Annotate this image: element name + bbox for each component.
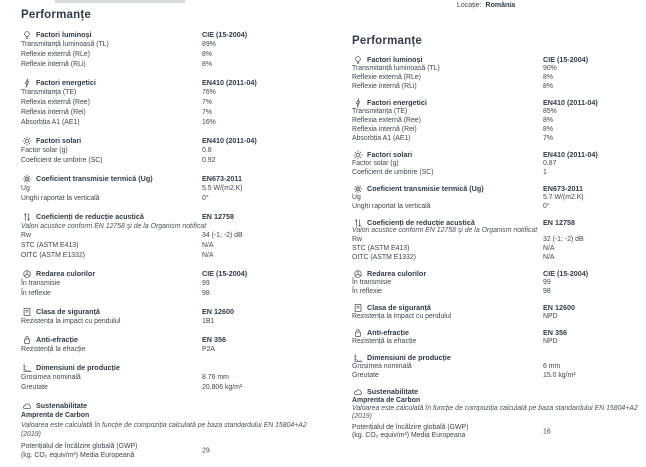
spec-label: Ug xyxy=(21,185,30,192)
spec-row xyxy=(21,98,326,108)
spec-value: 1B1 xyxy=(202,318,215,325)
spec-section xyxy=(352,328,646,346)
spec-row xyxy=(21,146,326,156)
spec-row xyxy=(352,159,646,168)
spec-row xyxy=(352,82,646,91)
gwp-row xyxy=(352,424,646,440)
standard-ref: EN410 (2011-04) xyxy=(202,136,257,145)
spec-section xyxy=(352,184,646,211)
gwp-label: Potențialul de încălzire globală (GWP) xyxy=(352,424,469,431)
spec-row xyxy=(352,134,646,143)
section-header xyxy=(352,218,646,227)
spec-value: 99 xyxy=(543,279,551,286)
spec-section xyxy=(21,269,326,299)
location-label: Locație: xyxy=(457,2,482,9)
spec-value: 8% xyxy=(543,83,553,90)
section-title: Factori luminoși xyxy=(36,30,92,39)
spec-label: În reflexie xyxy=(21,290,51,297)
spec-label: Reflexie externă (RLe) xyxy=(21,51,90,58)
section-header xyxy=(352,55,646,64)
spec-label: Transmitanță luminoasă (TL) xyxy=(21,41,109,48)
spec-section xyxy=(352,218,646,262)
spec-label: Rezistență la efracție xyxy=(352,338,417,345)
spec-row xyxy=(21,118,326,128)
bulb-icon xyxy=(22,30,32,40)
spec-row xyxy=(352,116,646,125)
spec-row xyxy=(352,125,646,134)
spec-row xyxy=(21,373,326,383)
datasheet-page-right xyxy=(352,34,646,440)
section-title: Redarea culorilor xyxy=(36,269,96,278)
section-header xyxy=(352,303,646,312)
spec-row xyxy=(352,278,646,287)
spec-row xyxy=(352,362,646,371)
spec-row xyxy=(21,383,326,393)
spec-section xyxy=(21,401,326,460)
spec-label: În reflexie xyxy=(352,288,382,295)
spec-value: N/A xyxy=(543,254,555,261)
spec-row xyxy=(21,251,326,261)
gwp-unit-label: (kg. CO₂ equiv/m²) Media Europeana xyxy=(352,432,466,439)
gwp-label: Potențialul de încălzire globală (GWP) xyxy=(21,443,138,450)
spec-value: 32 (-1; -2) dB xyxy=(543,236,584,243)
spec-row xyxy=(352,168,646,177)
section-title: Coeficient transmisie termică (Ug) xyxy=(367,184,484,193)
standard-ref: EN 356 xyxy=(543,328,567,337)
section-header xyxy=(21,136,326,146)
section-title: Sustenabilitate xyxy=(367,387,419,396)
lock-icon xyxy=(22,335,32,345)
spec-row xyxy=(352,244,646,253)
spec-section xyxy=(21,212,326,261)
spec-row xyxy=(21,241,326,251)
spec-label: Grosimea nominală xyxy=(352,363,412,370)
section-header xyxy=(21,363,326,373)
spec-value: 34 (-1; -2) dB xyxy=(202,232,243,239)
gwp-value: 16 xyxy=(543,428,551,436)
spec-value: NPD xyxy=(543,338,558,345)
performance-title: Performanțe xyxy=(352,35,422,47)
section-header xyxy=(352,269,646,278)
spec-row xyxy=(21,279,326,289)
spec-row xyxy=(21,40,326,50)
spec-label: Coeficient de umbrire (SC) xyxy=(21,157,103,164)
section-header xyxy=(352,150,646,159)
thermal-icon xyxy=(22,174,32,184)
section-header xyxy=(352,328,646,337)
spec-section xyxy=(352,353,646,380)
spec-section xyxy=(21,335,326,355)
spec-row xyxy=(21,231,326,241)
spec-value: 0° xyxy=(202,195,209,202)
spec-value: 8% xyxy=(202,51,212,58)
spec-label: OITC (ASTM E1332) xyxy=(21,252,85,259)
spec-label: Reflexia internă (Rei) xyxy=(352,126,417,133)
spec-label: Rw xyxy=(21,232,31,239)
spec-label: Grosimea nominală xyxy=(21,374,81,381)
section-title: Clasa de siguranță xyxy=(367,303,431,312)
spec-value: 8% xyxy=(543,126,553,133)
spec-label: În transmisie xyxy=(21,280,61,287)
spec-value: 99 xyxy=(202,280,210,287)
ruler-icon xyxy=(22,363,32,373)
section-title: Clasa de siguranță xyxy=(36,307,100,316)
spec-row xyxy=(21,184,326,194)
spec-section xyxy=(352,269,646,296)
spec-value: 7% xyxy=(202,109,212,116)
section-title: Factori solari xyxy=(367,150,413,159)
spec-row xyxy=(352,193,646,202)
spec-row xyxy=(352,287,646,296)
section-title: Anti-efracție xyxy=(36,335,78,344)
spec-label: Transmitanța (TE) xyxy=(352,108,408,115)
section-title: Anti-efracție xyxy=(367,328,409,337)
spec-section xyxy=(352,387,646,440)
standard-ref: EN410 (2011-04) xyxy=(543,98,598,107)
spec-section xyxy=(21,30,326,70)
spec-value: 8% xyxy=(543,74,553,81)
section-note: Valoarea este calculată în funcție de compoziția calculată pe baza standardului EN 15804+A2 (2019) xyxy=(352,405,638,420)
spec-label: Absorbția A1 (AE1) xyxy=(21,119,80,126)
spec-value: 5.5 W/(m2.K) xyxy=(202,185,243,192)
gwp-row xyxy=(21,442,326,460)
spec-section xyxy=(352,55,646,91)
spec-value: 0.87 xyxy=(543,160,557,167)
standard-ref: EN 12600 xyxy=(202,307,234,316)
spec-value: 76% xyxy=(202,89,216,96)
spec-label: Unghi raportat la verticală xyxy=(21,195,100,202)
section-header xyxy=(21,307,326,317)
section-header xyxy=(21,174,326,184)
section-title: Dimensiuni de producție xyxy=(36,363,120,372)
section-title: Coeficienți de reducție acustică xyxy=(367,218,475,227)
spec-label: Ug xyxy=(352,194,361,201)
spec-section xyxy=(21,174,326,204)
spec-section xyxy=(352,303,646,321)
section-title: Coeficienți de reducție acustică xyxy=(36,212,144,221)
section-header xyxy=(352,98,646,107)
safety-class-icon xyxy=(22,307,32,317)
spec-row xyxy=(21,317,326,327)
spec-label: Reflexia externă (Ree) xyxy=(21,99,90,106)
spec-row xyxy=(21,345,326,355)
datasheet-page-left xyxy=(21,8,326,460)
spec-label: În transmisie xyxy=(352,279,392,286)
section-header xyxy=(21,401,326,411)
standard-ref: CIE (15-2004) xyxy=(543,269,589,278)
spec-value: 0.92 xyxy=(202,157,216,164)
standard-ref: CIE (15-2004) xyxy=(202,30,248,39)
spec-section xyxy=(21,363,326,393)
spec-value: NPD xyxy=(543,313,558,320)
section-title: Coeficient transmisie termică (Ug) xyxy=(36,174,153,183)
spec-row xyxy=(352,312,646,321)
spec-row xyxy=(352,371,646,380)
spec-row xyxy=(21,50,326,60)
location-line xyxy=(457,1,515,10)
spec-value: N/A xyxy=(543,245,555,252)
spec-label: Transmitanță luminoasă (TL) xyxy=(352,65,440,72)
spec-label: Rw xyxy=(352,236,362,243)
section-title: Factori solari xyxy=(36,136,82,145)
spec-label: Reflexie internă (RLi) xyxy=(21,61,86,68)
spec-label: Rezistența la impact cu pendulul xyxy=(21,318,121,325)
standard-ref: EN 356 xyxy=(202,335,226,344)
spec-row xyxy=(352,107,646,116)
spec-value: 0° xyxy=(543,203,550,210)
cloud-icon xyxy=(353,387,363,397)
section-note: Valoarea este calculată în funcție de compoziția calculată pe baza standardului EN 15804+A2 (2019) xyxy=(21,422,307,438)
standard-ref: EN673-2011 xyxy=(543,184,583,193)
section-header xyxy=(21,30,326,40)
sun-icon xyxy=(22,136,32,146)
spec-value: 98 xyxy=(543,288,551,295)
section-header xyxy=(21,269,326,279)
spec-value: 5.7 W/(m2.K) xyxy=(543,194,584,201)
spec-value: 0.8 xyxy=(202,147,212,154)
acoustic-icon xyxy=(353,218,363,228)
carbon-footprint-subheading: Amprenta de Carbon xyxy=(21,412,90,419)
standard-ref: EN 12758 xyxy=(202,212,234,221)
spec-value: 7% xyxy=(543,135,553,142)
cropped-element-artifact xyxy=(55,0,185,3)
spec-value: 8.76 mm xyxy=(202,374,229,381)
spec-row xyxy=(352,235,646,244)
spec-label: Factor solar (g) xyxy=(21,147,68,154)
spec-value: P2A xyxy=(202,346,216,353)
spec-section xyxy=(21,78,326,128)
spec-section xyxy=(352,150,646,177)
spec-row xyxy=(21,108,326,118)
section-note: Valori acustice conform EN 12758 și de la Organism notificat xyxy=(21,223,207,230)
spec-row xyxy=(352,64,646,73)
spec-row xyxy=(352,337,646,346)
gwp-value: 29 xyxy=(202,447,210,455)
spec-value: 7% xyxy=(202,99,212,106)
spec-label: STC (ASTM E413) xyxy=(21,242,79,249)
spec-row xyxy=(21,194,326,204)
spec-label: Coeficient de umbrire (SC) xyxy=(352,169,434,176)
spec-row xyxy=(352,73,646,82)
section-title: Redarea culorilor xyxy=(367,269,427,278)
spec-value: N/A xyxy=(202,252,214,259)
spec-value: 6 mm xyxy=(543,363,561,370)
gwp-unit-label: (kg. CO₂ equiv/m²) Media Europeană xyxy=(21,452,135,459)
spec-label: Factor solar (g) xyxy=(352,160,399,167)
spec-value: 15.0 kg/m² xyxy=(543,372,576,379)
standard-ref: EN410 (2011-04) xyxy=(202,78,257,87)
standard-ref: EN 12758 xyxy=(543,218,575,227)
spec-label: Unghi raportat la verticală xyxy=(352,203,431,210)
spec-row xyxy=(21,88,326,98)
spec-label: Reflexia externă (Ree) xyxy=(352,117,421,124)
section-header xyxy=(21,78,326,88)
carbon-footprint-subheading: Amprenta de Carbon xyxy=(352,397,421,404)
spec-label: Reflexia internă (Rei) xyxy=(21,109,86,116)
standard-ref: EN673-2011 xyxy=(202,174,242,183)
spec-label: OITC (ASTM E1332) xyxy=(352,254,416,261)
section-header xyxy=(21,212,326,222)
spec-label: Rezistența la impact cu pendulul xyxy=(352,313,452,320)
spec-label: Greutate xyxy=(21,384,48,391)
spec-row xyxy=(21,156,326,166)
standard-ref: CIE (15-2004) xyxy=(202,269,248,278)
section-title: Factori energetici xyxy=(36,78,96,87)
spec-value: 89% xyxy=(202,41,216,48)
spec-value: 8% xyxy=(202,61,212,68)
spec-section xyxy=(21,136,326,166)
spec-value: 1 xyxy=(543,169,547,176)
standard-ref: EN410 (2011-04) xyxy=(543,150,598,159)
section-header xyxy=(352,353,646,362)
standard-ref: CIE (15-2004) xyxy=(543,55,589,64)
performance-title: Performanțe xyxy=(21,9,91,21)
spec-value: 98 xyxy=(202,290,210,297)
section-title: Sustenabilitate xyxy=(36,401,88,410)
spec-label: Reflexie externă (RLe) xyxy=(352,74,421,81)
section-title: Factori energetici xyxy=(367,98,427,107)
spec-label: Greutate xyxy=(352,372,379,379)
color-wheel-icon xyxy=(22,269,32,279)
location-value: România xyxy=(485,2,516,9)
spec-row xyxy=(352,202,646,211)
spec-value: 85% xyxy=(543,108,557,115)
section-header xyxy=(352,387,646,396)
spec-value: N/A xyxy=(202,242,214,249)
spec-label: Reflexie internă (RLi) xyxy=(352,83,417,90)
acoustic-icon xyxy=(22,212,32,222)
section-title: Dimensiuni de producție xyxy=(367,353,451,362)
spec-value: 20.806 kg/m² xyxy=(202,384,243,391)
spec-section xyxy=(352,98,646,143)
cloud-icon xyxy=(22,401,32,411)
section-header xyxy=(21,335,326,345)
spec-label: Transmitanța (TE) xyxy=(21,89,77,96)
spec-value: 8% xyxy=(543,117,553,124)
spec-row xyxy=(352,253,646,262)
zap-icon xyxy=(22,78,32,88)
spec-label: Absorbția A1 (AE1) xyxy=(352,135,411,142)
section-note: Valori acustice conform EN 12758 și de la Organism notificat xyxy=(352,227,538,234)
spec-value: 90% xyxy=(543,65,557,72)
spec-row xyxy=(21,289,326,299)
spec-value: 16% xyxy=(202,119,216,126)
spec-label: Rezistență la efracție xyxy=(21,346,86,353)
section-header xyxy=(352,184,646,193)
section-title: Factori luminoși xyxy=(367,55,423,64)
spec-label: STC (ASTM E413) xyxy=(352,245,410,252)
standard-ref: EN 12600 xyxy=(543,303,575,312)
spec-row xyxy=(21,60,326,70)
spec-section xyxy=(21,307,326,327)
